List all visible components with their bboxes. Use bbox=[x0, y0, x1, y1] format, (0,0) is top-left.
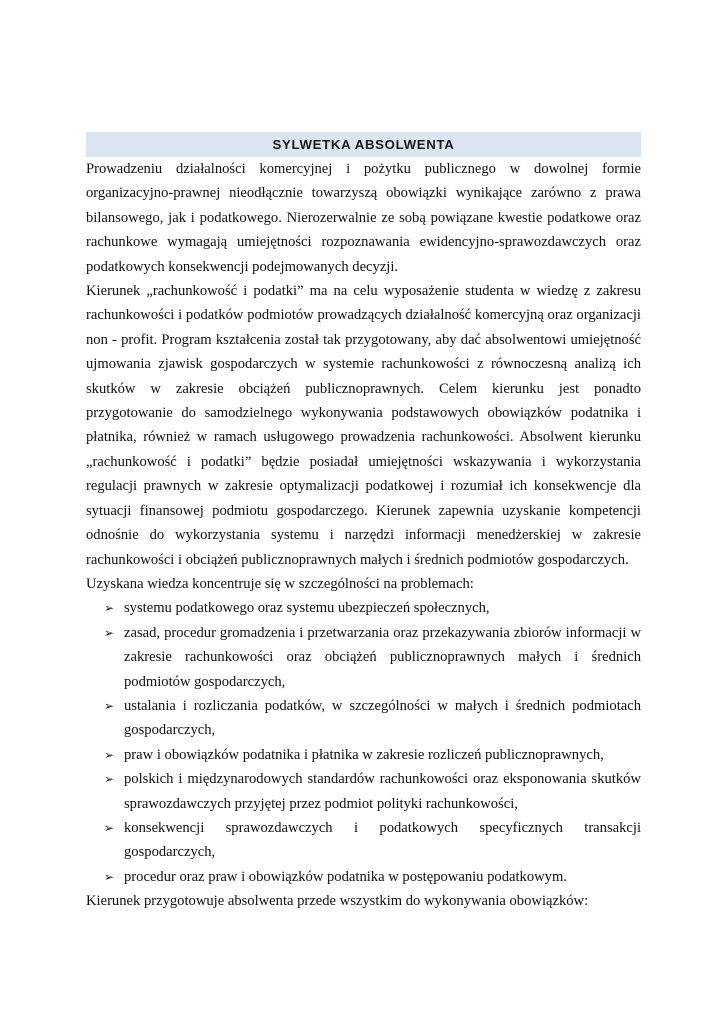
arrowhead-bullet-icon: ➢ bbox=[104, 698, 115, 713]
arrowhead-bullet-icon: ➢ bbox=[104, 869, 115, 884]
arrowhead-bullet-icon: ➢ bbox=[104, 747, 115, 762]
focus-list bbox=[86, 596, 641, 889]
list-item bbox=[104, 816, 641, 865]
list-item-text: polskich i międzynarodowych standardów rachunkowości oraz eksponowania skutków sprawozdawczych przyjętej przez podmiot polityki rachunkowości, bbox=[124, 771, 641, 812]
arrowhead-bullet-icon: ➢ bbox=[104, 601, 115, 616]
arrowhead-bullet-icon: ➢ bbox=[104, 625, 115, 640]
section-heading: SYLWETKA ABSOLWENTA bbox=[86, 132, 641, 157]
arrowhead-bullet-icon: ➢ bbox=[104, 772, 115, 787]
program-paragraph: Kierunek „rachunkowość i podatki” ma na celu wyposażenie studenta w wiedzę z zakresu rachunkowości i podatków podmiotów prowadzących działalność komercyjną oraz organizacji non - profit. Program kształcenia został tak przygotowany, aby dać absolwentowi umiejętność ujmowania zjawisk gospodarczych w systemie rachunkowości z równoczesną analizą ich skutków w zakresie obciążeń publicznoprawnych. Celem kierunku jest ponadto przygotowanie do samodzielnego wykonywania podstawowych obowiązków podatnika i płatnika, również w ramach usługowego prowadzenia rachunkowości. Absolwent kierunku „rachunkowość i podatki” będzie posiadał umiejętności wskazywania i wykorzystania regulacji prawnych w zakresie optymalizacji podatkowej i rozumiał ich konsekwencje dla sytuacji finansowej podmiotu gospodarczego. Kierunek zapewnia uzyskanie kompetencji odnośnie do wykorzystania systemu i narzędzi informacji menedżerskiej w zakresie rachunkowości i obciążeń publicznoprawnych małych i średnich podmiotów gospodarczych. bbox=[86, 283, 641, 568]
list-item bbox=[104, 743, 641, 767]
list-item bbox=[104, 767, 641, 816]
list-item bbox=[104, 621, 641, 694]
focus-intro-paragraph: Uzyskana wiedza koncentruje się w szczególności na problemach: bbox=[86, 575, 474, 592]
list-item-text: procedur oraz praw i obowiązków podatnika w postępowaniu podatkowym. bbox=[124, 868, 567, 885]
list-item bbox=[104, 865, 641, 889]
list-item-text: praw i obowiązków podatnika i płatnika w zakresie rozliczeń publicznoprawnych, bbox=[124, 746, 604, 763]
intro-paragraph: Prowadzeniu działalności komercyjnej i pożytku publicznego w dowolnej formie organizacyjno-prawnej nieodłącznie towarzyszą obowiązki wynikające zarówno z prawa bilansowego, jak i podatkowego. Nierozerwalnie ze sobą powiązane kwestie podatkowe oraz rachunkowe wymagają umiejętności rozpoznawania ewidencyjno-sprawozdawczych oraz podatkowych konsekwencji podejmowanych decyzji. bbox=[86, 161, 641, 275]
document-page bbox=[86, 132, 641, 914]
list-item-text: systemu podatkowego oraz systemu ubezpieczeń społecznych, bbox=[124, 600, 490, 617]
list-item-text: ustalania i rozliczania podatków, w szczególności w małych i średnich podmiotach gospodarczych, bbox=[124, 697, 641, 739]
arrowhead-bullet-icon: ➢ bbox=[104, 820, 115, 835]
list-item-text: konsekwencji sprawozdawczych i podatkowych specyficznych transakcji gospodarczych, bbox=[124, 819, 641, 861]
list-item-text: zasad, procedur gromadzenia i przetwarzania oraz przekazywania zbiorów informacji w zakresie rachunkowości oraz obciążeń publicznoprawnych małych i średnich podmiotów gospodarczych, bbox=[124, 624, 641, 690]
closing-paragraph: Kierunek przygotowuje absolwenta przede wszystkim do wykonywania obowiązków: bbox=[86, 893, 589, 910]
list-item bbox=[104, 596, 641, 620]
list-item bbox=[104, 694, 641, 743]
